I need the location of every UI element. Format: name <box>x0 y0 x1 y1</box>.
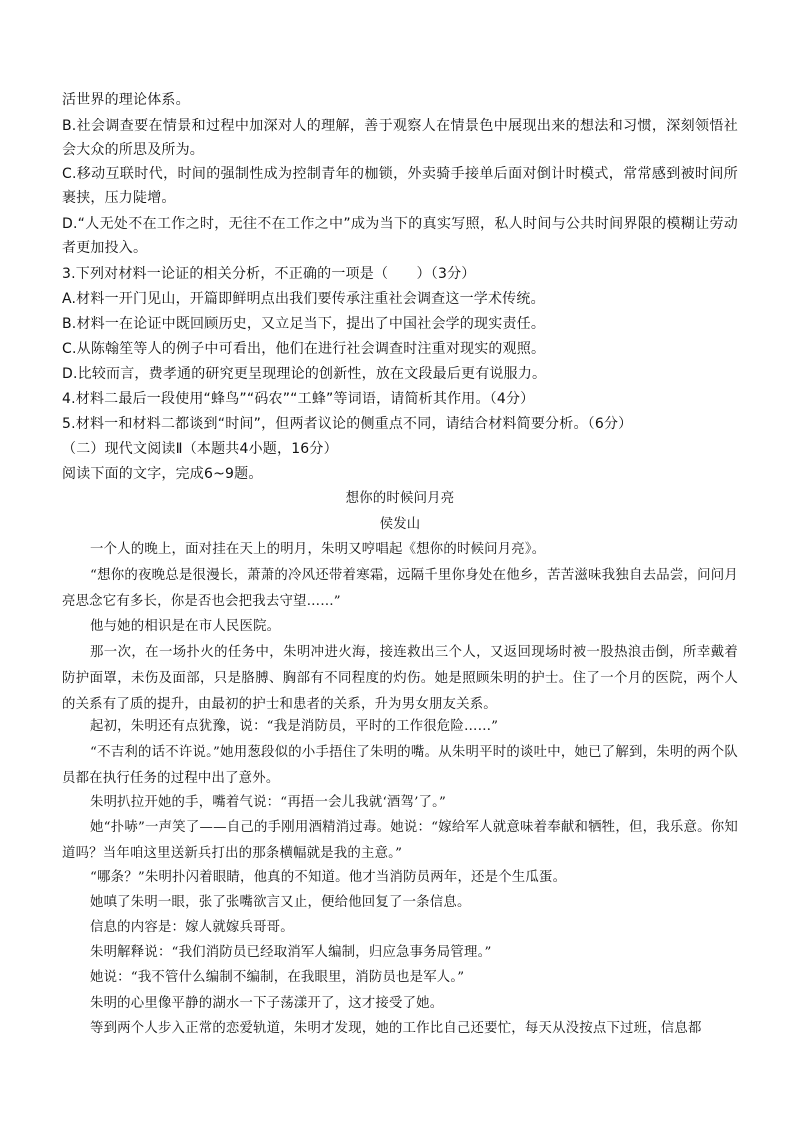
question-3-option-a: A.材料一开门见山，开篇即鲜明点出我们要传承注重社会调查这一学术传统。 <box>62 291 545 307</box>
story-paragraph: 朱明的心里像平静的湖水一下子荡漾开了，这才接受了她。 <box>90 996 444 1011</box>
story-paragraph: 等到两个人步入正常的恋爱轨道，朱明才发现，她的工作比自己还要忙，每天从没按点下过班，信息都 <box>90 1021 702 1036</box>
story-paragraph: “想你的夜晚总是很漫长，萧萧的冷风还带着寒霜，远隔千里你身处在他乡，苦苦滋味我独自去品尝，问问月亮思念它有多长，你是否也会把我去守望……” <box>62 568 738 609</box>
option-b: B.社会调查要在情景和过程中加深对人的理解，善于观察人在情景色中展现出来的想法和习惯，深刻领悟社会大众的所思及所为。 <box>62 118 738 158</box>
question-3-option-d: D.比较而言，费孝通的研究更呈现理论的创新性，放在文段最后更有说服力。 <box>62 366 547 382</box>
story-paragraph: 朱明解释说：“我们消防员已经取消军人编制，归应急事务局管理。” <box>90 945 492 960</box>
story-paragraph: 起初，朱明还有点犹豫，说：“我是消防员，平时的工作很危险……” <box>90 719 499 734</box>
continued-option-text: 活世界的理论体系。 <box>62 92 190 108</box>
story-title: 想你的时候问月亮 <box>345 491 455 506</box>
story-paragraph: 他与她的相识是在市人民医院。 <box>90 619 281 634</box>
question-3: 3.下列对材料一论证的相关分析，不正确的一项是（ ）（3分） <box>62 266 476 282</box>
story-paragraph: 她嗔了朱明一眼，张了张嘴欲言又止，便给他回复了一条信息。 <box>90 895 471 910</box>
section-heading: （二）现代文阅读Ⅱ（本题共4小题，16分） <box>62 441 338 457</box>
story-paragraph: 信息的内容是：嫁人就嫁兵哥哥。 <box>90 920 294 935</box>
story-paragraph: 她说：“我不管什么编制不编制，在我眼里，消防员也是军人。” <box>90 970 465 985</box>
question-3-option-b: B.材料一在论证中既回顾历史，又立足当下，提出了中国社会学的现实责任。 <box>62 316 546 332</box>
story-paragraph: 一个人的晚上，面对挂在天上的明月，朱明又哼唱起《想你的时候问月亮》。 <box>90 542 546 557</box>
option-c: C.移动互联时代，时间的强制性成为控制青年的枷锁，外卖骑手接单后面对倒计时模式，常常感到被时间所裹挟，压力陡增。 <box>62 166 738 206</box>
question-5: 5.材料一和材料二都谈到“时间”，但两者议论的侧重点不同，请结合材料简要分析。（6分） <box>62 416 633 432</box>
story-paragraph: 朱明扒拉开她的手，嘴着气说：“再捂一会儿我就‘酒驾’了。” <box>90 795 447 810</box>
option-d: D.“人无处不在工作之时，无往不在工作之中”成为当下的真实写照，私人时间与公共时间界限的模糊让劳动者更加投入。 <box>62 216 738 256</box>
reading-instruction: 阅读下面的文字，完成6~9题。 <box>62 466 263 482</box>
story-author: 侯发山 <box>379 517 421 532</box>
story-paragraph: “不吉利的话不许说。”她用葱段似的小手捂住了朱明的嘴。从朱明平时的谈吐中，她已了解到，朱明的两个队员都在执行任务的过程中出了意外。 <box>62 745 738 786</box>
story-paragraph: “哪条？”朱明扑闪着眼睛，他真的不知道。他才当消防员两年，还是个生瓜蛋。 <box>90 870 567 885</box>
question-3-option-c: C.从陈翰笙等人的例子中可看出，他们在进行社会调查时注重对现实的观照。 <box>62 341 546 357</box>
story-paragraph: 她“扑哧”一声笑了——自己的手刚用酒精消过毒。她说：“嫁给军人就意味着奉献和牺牲，但，我乐意。你知道吗？当年咱这里送新兵打出的那条横幅就是我的主意。” <box>62 820 738 861</box>
question-4: 4.材料二最后一段使用“蜂鸟”“码农”“工蜂”等词语，请简析其作用。（4分） <box>62 391 535 407</box>
story-paragraph: 那一次，在一场扑火的任务中，朱明冲进火海，接连救出三个人，又返回现场时被一股热浪击倒，所幸戴着防护面罩，未伤及面部，只是胳膊、胸部有不同程度的灼伤。她是照顾朱明的护士。住了一个月的医院，两个人的关系有了质的提升，由最初的护士和患者的关系，升为男女朋友关系。 <box>62 645 738 712</box>
